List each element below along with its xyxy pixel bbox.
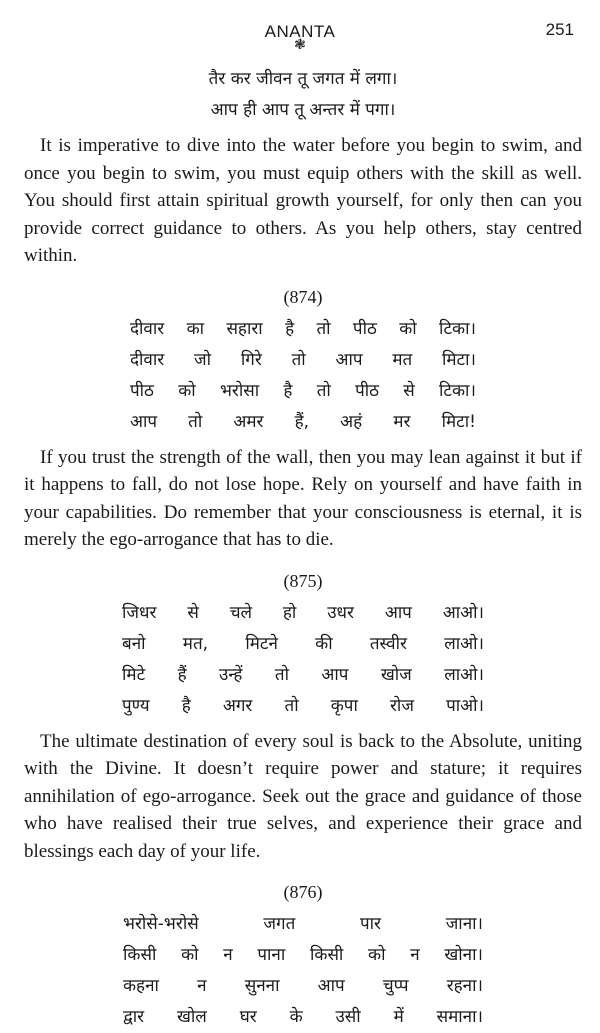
verse-line (130, 407, 476, 438)
verse-word: अहं (340, 411, 363, 432)
verse-word: दीवार (130, 349, 165, 370)
verse-word: अगर (222, 695, 253, 716)
verse-word: में (393, 1007, 404, 1027)
verse-line (130, 314, 476, 345)
verse-word: भरोसा (219, 380, 260, 401)
verse-word: तो (284, 695, 299, 716)
verse-word: मिटा! (441, 411, 476, 432)
verse-word: खोल (177, 1007, 207, 1027)
verse-word: पीठ (355, 380, 379, 401)
verse-line (122, 598, 484, 629)
verse-word: घर (239, 1007, 257, 1027)
verse-word: आप (321, 664, 349, 685)
commentary-paragraph: The ultimate destination of every soul is back to the Absolute, uniting with the Divine. It doesn’t require power and stature; it requires annihilation of ego-arrogance. Seek out the grace and guidance of those who have realised their true selves, and experience their grace and blessings each day of your life. (24, 730, 582, 862)
page-content (24, 62, 582, 1033)
verse-word: है (181, 695, 191, 716)
page-number: 251 (545, 20, 574, 39)
verse-word: बनो (122, 633, 146, 654)
verse-word: आप (130, 411, 158, 432)
verse-word: खोज (380, 664, 412, 685)
verse-word: चले (229, 602, 253, 623)
verse-word: को (178, 380, 196, 401)
verse-word: मिटा। (441, 349, 476, 370)
verse-word: न (197, 976, 207, 996)
verse-word: समाना। (436, 1007, 483, 1027)
verse-word: को (399, 318, 417, 339)
verse-word: तस्वीर (369, 633, 407, 654)
verse-line (130, 345, 476, 376)
verse-word: के (289, 1007, 303, 1027)
verse-word: तो (316, 318, 331, 339)
verse-word: पीठ (352, 318, 377, 339)
verse-word: कहना (123, 976, 159, 996)
verse-word: को (368, 945, 386, 965)
verse-word: तो (274, 664, 289, 685)
verse-line (123, 971, 483, 1002)
verse-word: पार (359, 914, 381, 934)
verse-word: का (186, 318, 205, 339)
commentary-paragraph: It is imperative to dive into the water before you begin to swim, and once you begin to swim, you must equip others with the skill as well. You should first attain spiritual growth yourself, for only then can you provide correct guidance to others. As you help others, stay centred within. (24, 135, 582, 266)
verse-word: हो (282, 602, 297, 623)
verse-text: तैर कर जीवन तू जगत में लगा। (208, 69, 398, 89)
verse-word: हैं, (294, 411, 310, 432)
verse-word: तो (291, 349, 306, 370)
verse-word: पाना (257, 945, 286, 965)
running-title: ANANTA (264, 22, 336, 41)
verse-word: आप (335, 349, 363, 370)
verse-word: जिधर (122, 602, 157, 623)
verse-word: भरोसे-भरोसे (123, 914, 199, 934)
page-header (0, 0, 600, 53)
commentary-paragraph: If you trust the strength of the wall, then you may lean against it but if it happens to fall, do not lose hope. Rely on yourself and have faith in your capabilities. Do remember that your consciousness is eternal, it is merely the ego-arrogance that has to die. (24, 446, 582, 550)
verse-word: न (223, 945, 233, 965)
verse-number: (875) (283, 570, 323, 591)
verse-word: लाओ। (444, 664, 484, 685)
verse-line (122, 629, 484, 660)
verse-word: सुनना (244, 976, 280, 996)
verse-word: टिका। (439, 380, 476, 401)
verse-874 (130, 314, 476, 438)
verse-word: किसी (309, 945, 344, 965)
verse-word: से (187, 602, 199, 623)
verse-word: को (181, 945, 199, 965)
verse-number: (874) (283, 286, 323, 307)
verse-word: आप (317, 976, 345, 996)
verse-word: पीठ (130, 380, 154, 401)
verse-word: खोना। (444, 945, 483, 965)
verse-word: तो (316, 380, 331, 401)
verse-line (123, 940, 483, 971)
verse-word: रोज (389, 695, 414, 716)
verse-word: है (285, 318, 295, 339)
verse-word: सहारा (226, 318, 263, 339)
verse-word: हैं (177, 664, 187, 685)
verse-line (130, 376, 476, 407)
verse-word: मिटे (122, 664, 146, 685)
verse-word: से (403, 380, 415, 401)
verse-word: गिरे (240, 349, 262, 370)
verse-word: जगत (263, 914, 296, 934)
verse-line (138, 95, 468, 126)
verse-word: मत (392, 349, 413, 370)
verse-word: कृपा (330, 695, 358, 716)
verse-word: की (315, 633, 333, 654)
verse-word: द्वार (123, 1007, 145, 1027)
verse-word: दीवार (130, 318, 165, 339)
verse-word: न (410, 945, 420, 965)
verse-number: (876) (283, 882, 323, 902)
verse-word: मर (393, 411, 411, 432)
verse-word: आप (384, 602, 412, 623)
verse-word: चुप्प (382, 976, 409, 996)
verse-875 (122, 598, 484, 722)
flower-ornament-icon: ❃ (294, 37, 306, 53)
verse-word: पुण्य (122, 695, 150, 716)
verse-word: जो (194, 349, 212, 370)
verse-word: किसी (123, 945, 157, 965)
verse-word: आओ। (442, 602, 484, 623)
verse-word: रहना। (446, 976, 483, 996)
verse-word: जाना। (445, 914, 483, 934)
verse-word: उधर (327, 602, 354, 623)
verse-876 (123, 909, 483, 1033)
verse-line (123, 1002, 483, 1033)
verse-word: मत, (182, 633, 209, 654)
verse-top (138, 64, 468, 126)
verse-word: है (283, 380, 293, 401)
verse-word: लाओ। (444, 633, 484, 654)
verse-word: पाओ। (446, 695, 484, 716)
verse-line (122, 691, 484, 722)
verse-word: तो (188, 411, 203, 432)
verse-word: अमर (233, 411, 264, 432)
verse-word: टिका। (439, 318, 476, 339)
verse-word: मिटने (245, 633, 278, 654)
verse-line (138, 64, 468, 95)
verse-line (123, 909, 483, 940)
verse-text: आप ही आप तू अन्तर में पगा। (210, 100, 396, 120)
verse-word: उसी (335, 1007, 361, 1027)
verse-word: उन्हें (219, 664, 243, 685)
verse-line (122, 660, 484, 691)
